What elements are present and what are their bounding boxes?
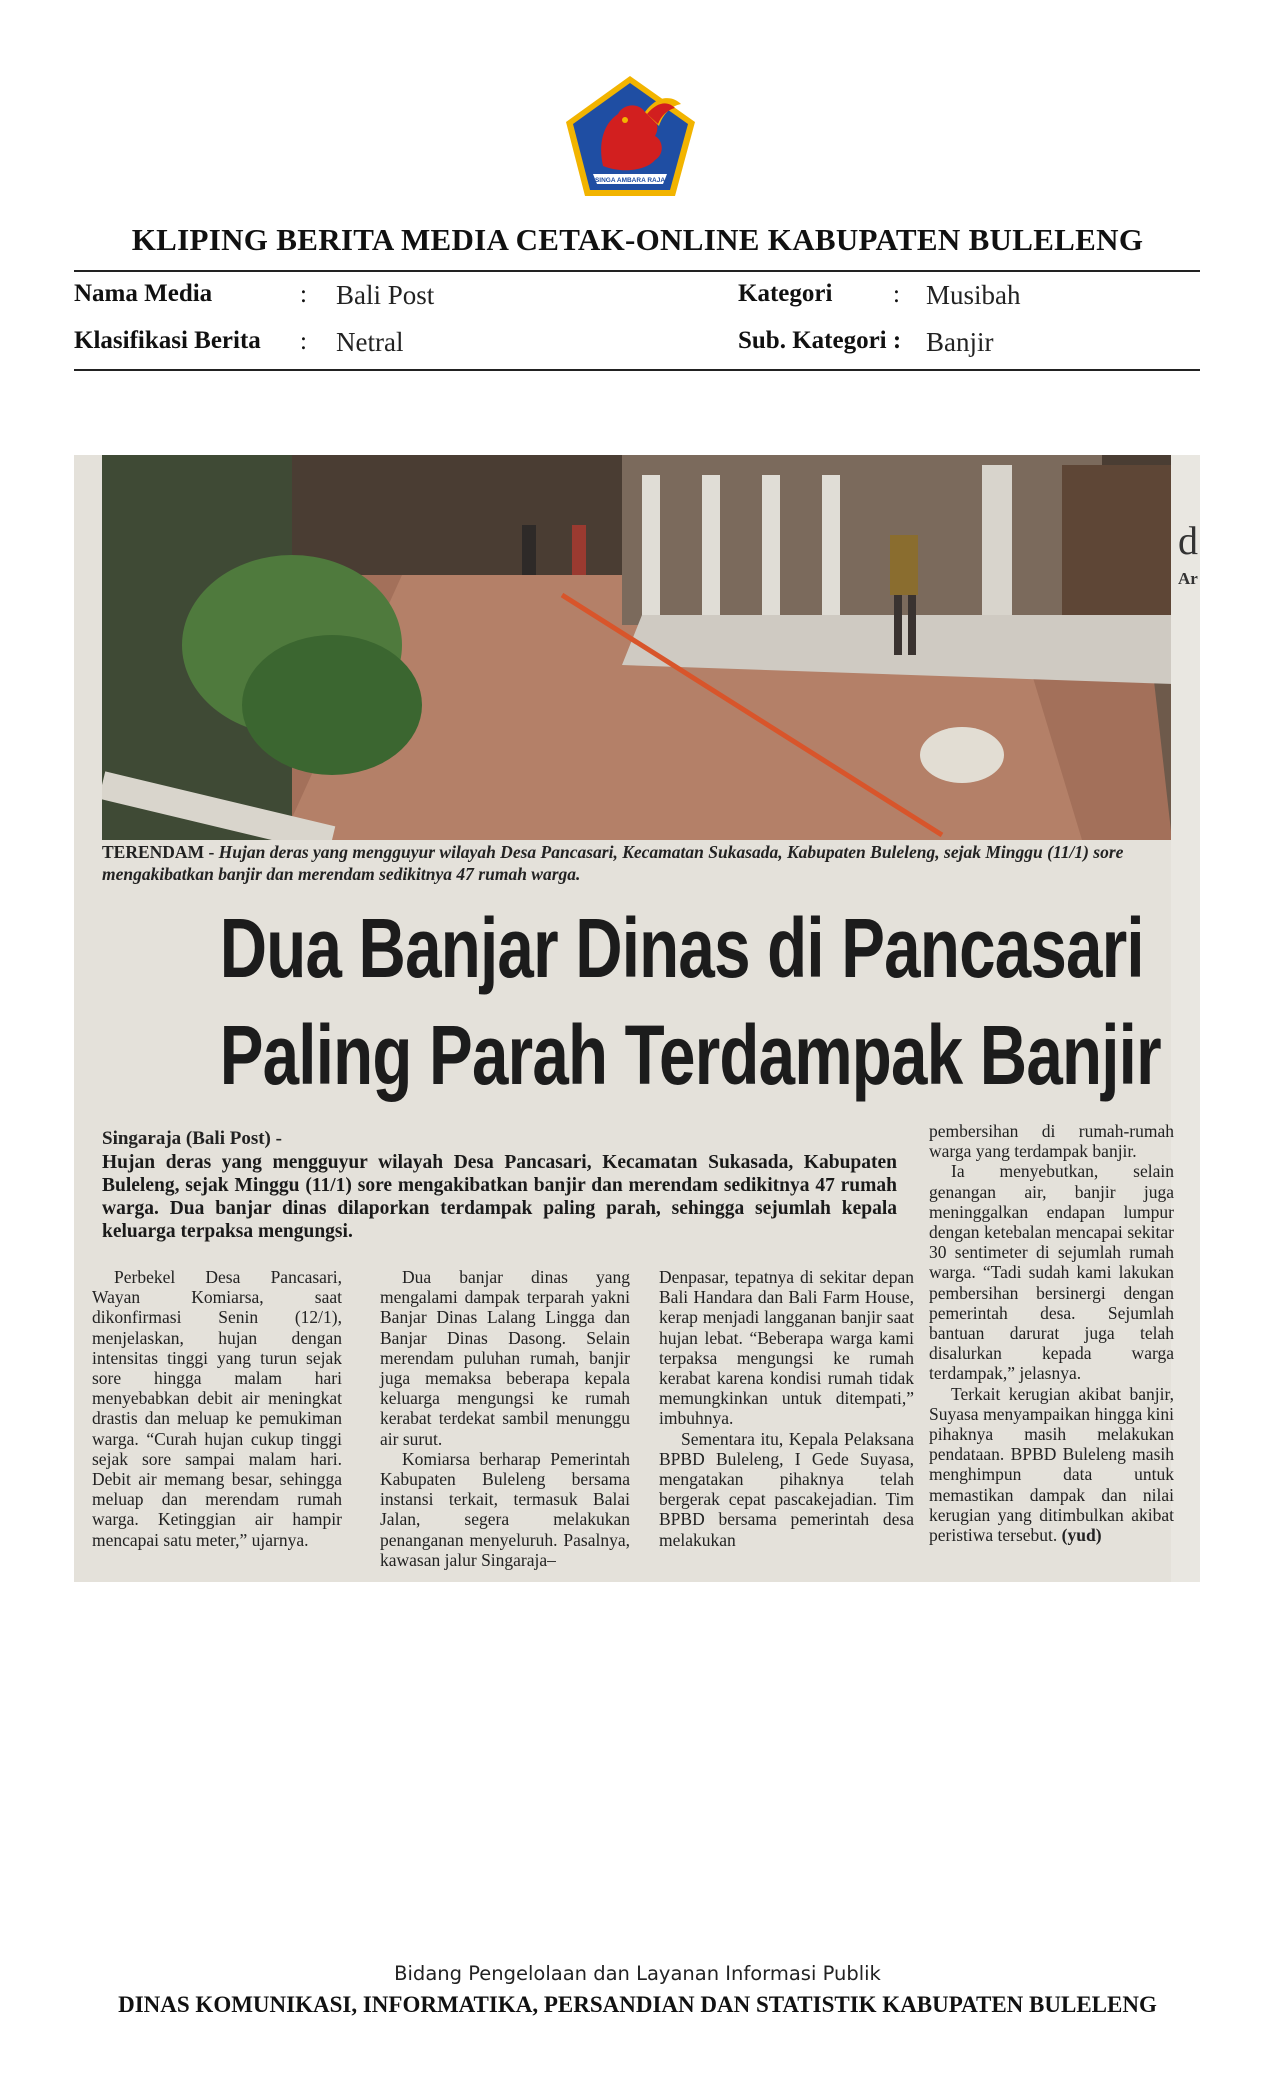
col4-paragraph-2: Ia menyebutkan, selain genangan air, banjir juga meninggalkan endapan lumpur dengan ketebalan mencapai sekitar 30 sentimeter di sejumlah rumah warga. “Tadi sudah kami lakukan pembersihan bersinergi dengan pemerintah desa. Sejumlah bantuan darurat juga telah disalurkan kepada warga terdampak,” jelasnya. xyxy=(929,1161,1174,1384)
sub-kategori-label: Sub. Kategori : xyxy=(738,327,902,354)
article-column-3 xyxy=(659,1267,914,1550)
meta-divider xyxy=(74,369,1200,371)
author-signature: (yud) xyxy=(1061,1525,1102,1546)
flooded-village-photo xyxy=(102,455,1200,840)
media-value: Bali Post xyxy=(336,280,435,310)
col4-paragraph-3 xyxy=(929,1384,1174,1546)
logo-motto: SINGA AMBARA RAJA xyxy=(594,177,666,184)
col2-paragraph-1: Dua banjar dinas yang mengalami dampak terparah yakni Banjar Dinas Lalang Lingga dan Banjar Dinas Dasong. Selain merendam puluhan rumah, banjir juga memaksa beberapa kepala keluarga mengungsi ke rumah kerabat terdekat sambil menunggu air surut. xyxy=(380,1267,630,1449)
klasifikasi-colon: : xyxy=(300,328,307,355)
headline-line-1: Dua Banjar Dinas di Pancasari xyxy=(219,901,1144,995)
footer-agency: DINAS KOMUNIKASI, INFORMATIKA, PERSANDIAN DAN STATISTIK KABUPATEN BULELENG xyxy=(118,1992,1157,2017)
adjacent-byline-fragment: Ar xyxy=(1178,569,1198,588)
sub-kategori-value: Banjir xyxy=(926,327,994,357)
article-column-1 xyxy=(92,1267,342,1550)
media-label: Nama Media xyxy=(74,280,213,307)
col1-paragraph-1: Perbekel Desa Pancasari, Wayan Komiarsa, saat dikonfirmasi Senin (12/1), menjelaskan, hujan dengan intensitas tinggi yang turun sejak sore hingga malam hari menyebabkan debit air meningkat drastis dan meluap ke pemukiman warga. “Curah hujan cukup tinggi sejak sore sampai malam hari. Debit air memang besar, sehingga meluap dan merendam rumah warga. Ketinggian air hampir mencapai satu meter,” ujarnya. xyxy=(92,1267,342,1550)
col4-paragraph-3-text: Terkait kerugian akibat banjir, Suyasa menyampaikan hingga kini pihaknya masih melakukan pendataan. BPBD Buleleng masih menghimpun data untuk memastikan dampak dan nilai kerugian yang ditimbulkan akibat peristiwa tersebut. xyxy=(929,1383,1174,1546)
page-title: KLIPING BERITA MEDIA CETAK-ONLINE KABUPATEN BULELENG xyxy=(131,222,1144,257)
photo-caption xyxy=(102,841,1172,885)
adjacent-headline-fragment: d xyxy=(1178,518,1198,563)
media-colon: : xyxy=(300,281,307,308)
kategori-colon: : xyxy=(893,281,900,308)
kategori-label: Kategori xyxy=(738,280,833,307)
col4-paragraph-1: pembersihan di rumah-rumah warga yang terdampak banjir. xyxy=(929,1121,1174,1162)
footer-division: Bidang Pengelolaan dan Layanan Informasi Publik xyxy=(394,1962,881,1985)
lead-paragraph: Hujan deras yang mengguyur wilayah Desa Pancasari, Kecamatan Sukasada, Kabupaten Buleleng, sejak Minggu (11/1) sore mengakibatkan banjir dan merendam sedikitnya 47 rumah warga. Dua banjar dinas dilaporkan terdampak paling parah, sehingga sejumlah kepala keluarga terpaksa mengungsi. xyxy=(102,1152,897,1242)
klasifikasi-label: Klasifikasi Berita xyxy=(74,327,261,354)
headline-line-2: Paling Parah Terdampak Banjir xyxy=(219,1008,1161,1102)
col2-paragraph-2: Komiarsa berharap Pemerintah Kabupaten Buleleng bersama instansi terkait, termasuk Balai Jalan, segera melakukan penanganan menyeluruh. Pasalnya, kawasan jalur Singaraja– xyxy=(380,1448,630,1570)
caption-lead: TERENDAM - xyxy=(102,842,215,862)
klasifikasi-value: Netral xyxy=(336,327,404,357)
header-divider xyxy=(74,270,1200,272)
kategori-value: Musibah xyxy=(926,280,1021,310)
col3-paragraph-1: Denpasar, tepatnya di sekitar depan Bali Handara dan Bali Farm House, kerap menjadi langganan banjir saat hujan lebat. “Beberapa warga kami terpaksa mengungsi ke rumah kerabat karena kondisi rumah tidak memungkinkan untuk ditempati,” imbuhnya. xyxy=(659,1267,914,1429)
dateline: Singaraja (Bali Post) - xyxy=(102,1128,282,1149)
article-column-4 xyxy=(929,1121,1174,1545)
singa-ambara-raja-emblem-icon xyxy=(563,74,698,198)
col3-paragraph-2: Sementara itu, Kepala Pelaksana BPBD Buleleng, I Gede Suyasa, mengatakan pihaknya telah bergerak cepat pascakejadian. Tim BPBD bersama pemerintah desa melakukan xyxy=(659,1428,914,1550)
adjacent-article-strip xyxy=(1171,455,1200,1582)
caption-text: Hujan deras yang mengguyur wilayah Desa Pancasari, Kecamatan Sukasada, Kabupaten Buleleng, sejak Minggu (11/1) sore mengakibatkan banjir dan merendam sedikitnya 47 rumah warga. xyxy=(102,842,1124,884)
newspaper-clipping xyxy=(74,455,1200,1582)
article-column-2 xyxy=(380,1267,630,1570)
